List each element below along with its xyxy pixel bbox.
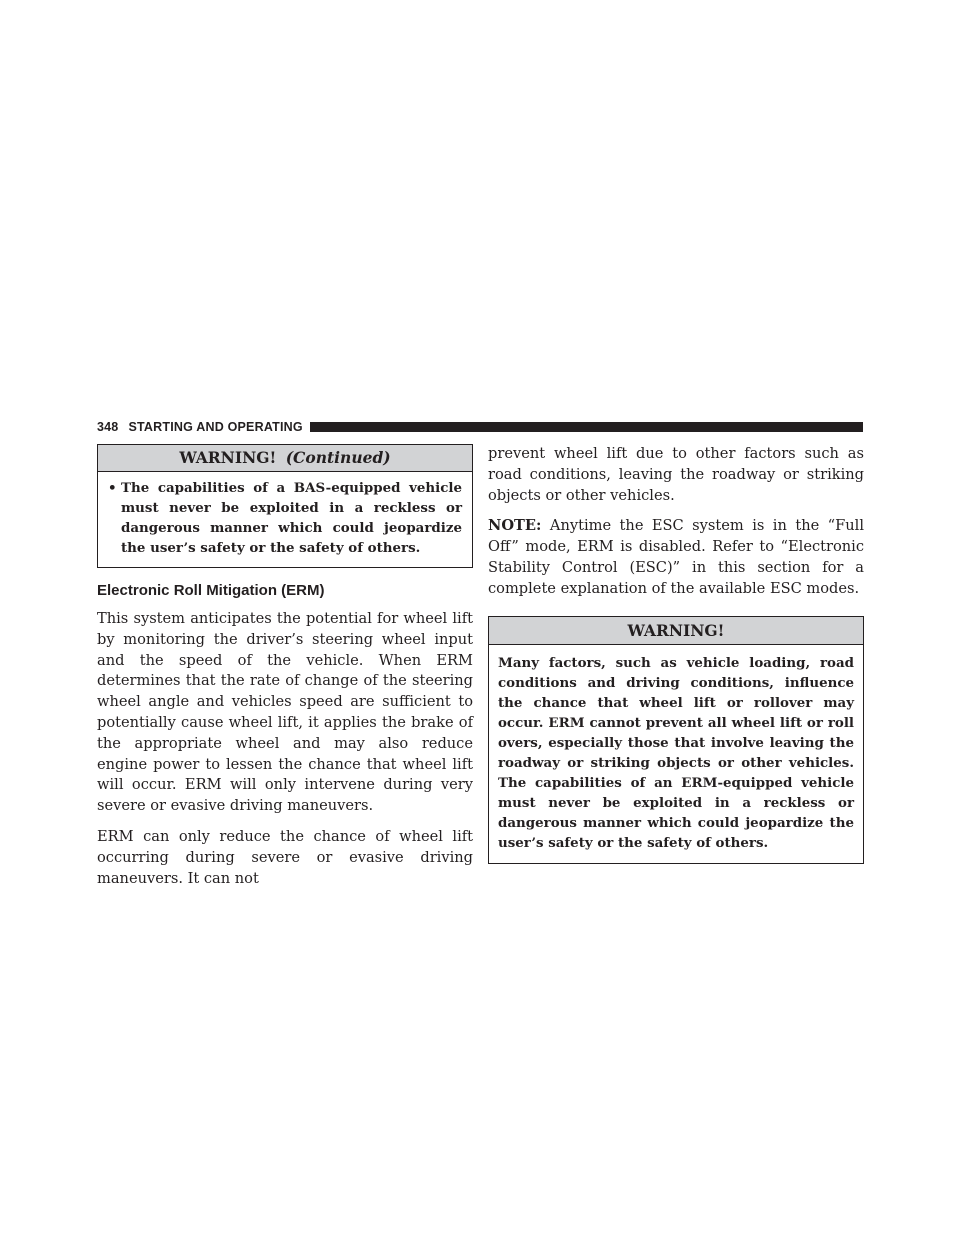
- erm-paragraph-2-continued: prevent wheel lift due to other factors such as road conditions, leaving the roadway or striking objects or other vehicles.: [488, 445, 864, 504]
- warning-box: [488, 616, 864, 864]
- warning-title: WARNING!: [627, 620, 725, 640]
- header-rule: [310, 422, 863, 432]
- erm-paragraph-2: ERM can only reduce the chance of wheel lift occurring during severe or evasive driving maneuvers. It can not: [97, 827, 473, 887]
- bullet-glyph: •: [108, 480, 117, 496]
- note-text: Anytime the ESC system is in the “Full Off” mode, ERM is disabled. Refer to “Electronic Stability Control (ESC)” in this section for a complete explanation of the available ESC modes.: [488, 517, 865, 597]
- warning-header: [489, 617, 863, 645]
- warning-title: WARNING!: [179, 448, 277, 467]
- continued-label: (Continued): [285, 448, 391, 467]
- warning-continued-body: [98, 472, 472, 567]
- page-header: [97, 420, 863, 434]
- erm-heading: Electronic Roll Mitigation (ERM): [97, 582, 325, 599]
- note-label: NOTE:: [488, 517, 542, 535]
- warning-continued-header: [98, 445, 472, 472]
- left-column: [97, 444, 473, 899]
- warning-bullet-text: The capabilities of a BAS-equipped vehicle must never be exploited in a reckless or dangerous manner which could jeopardize the user’s safety or the safety of others.: [121, 480, 462, 556]
- page-number: 348: [97, 420, 119, 434]
- section-title: STARTING AND OPERATING: [128, 420, 303, 434]
- warning-body: Many factors, such as vehicle loading, road conditions and driving conditions, influence the chance that wheel lift or rollover may occur. ERM cannot prevent all wheel lift or roll overs, especially those that involve leaving the roadway or striking objects or other vehicles. The capabilities of an ERM-equipped vehicle must never be exploited in a reckless or dangerous manner which could jeopardize the user’s safety or the safety of others.: [498, 654, 854, 851]
- note-paragraph: [488, 516, 864, 599]
- right-column: [488, 444, 864, 864]
- erm-paragraph-1: This system anticipates the potential for wheel lift by monitoring the driver’s steering wheel input and the speed of the vehicle. When ERM determines that the rate of change of the steering wheel angle and vehicles speed are sufficient to potentially cause wheel lift, it applies the brake of the appropriate wheel and may also reduce engine power to lessen the chance that wheel lift will occur. ERM will only intervene during very severe or evasive driving maneuvers.: [97, 610, 473, 815]
- warning-bullet-item: [108, 478, 462, 558]
- warning-continued-box: [97, 444, 473, 568]
